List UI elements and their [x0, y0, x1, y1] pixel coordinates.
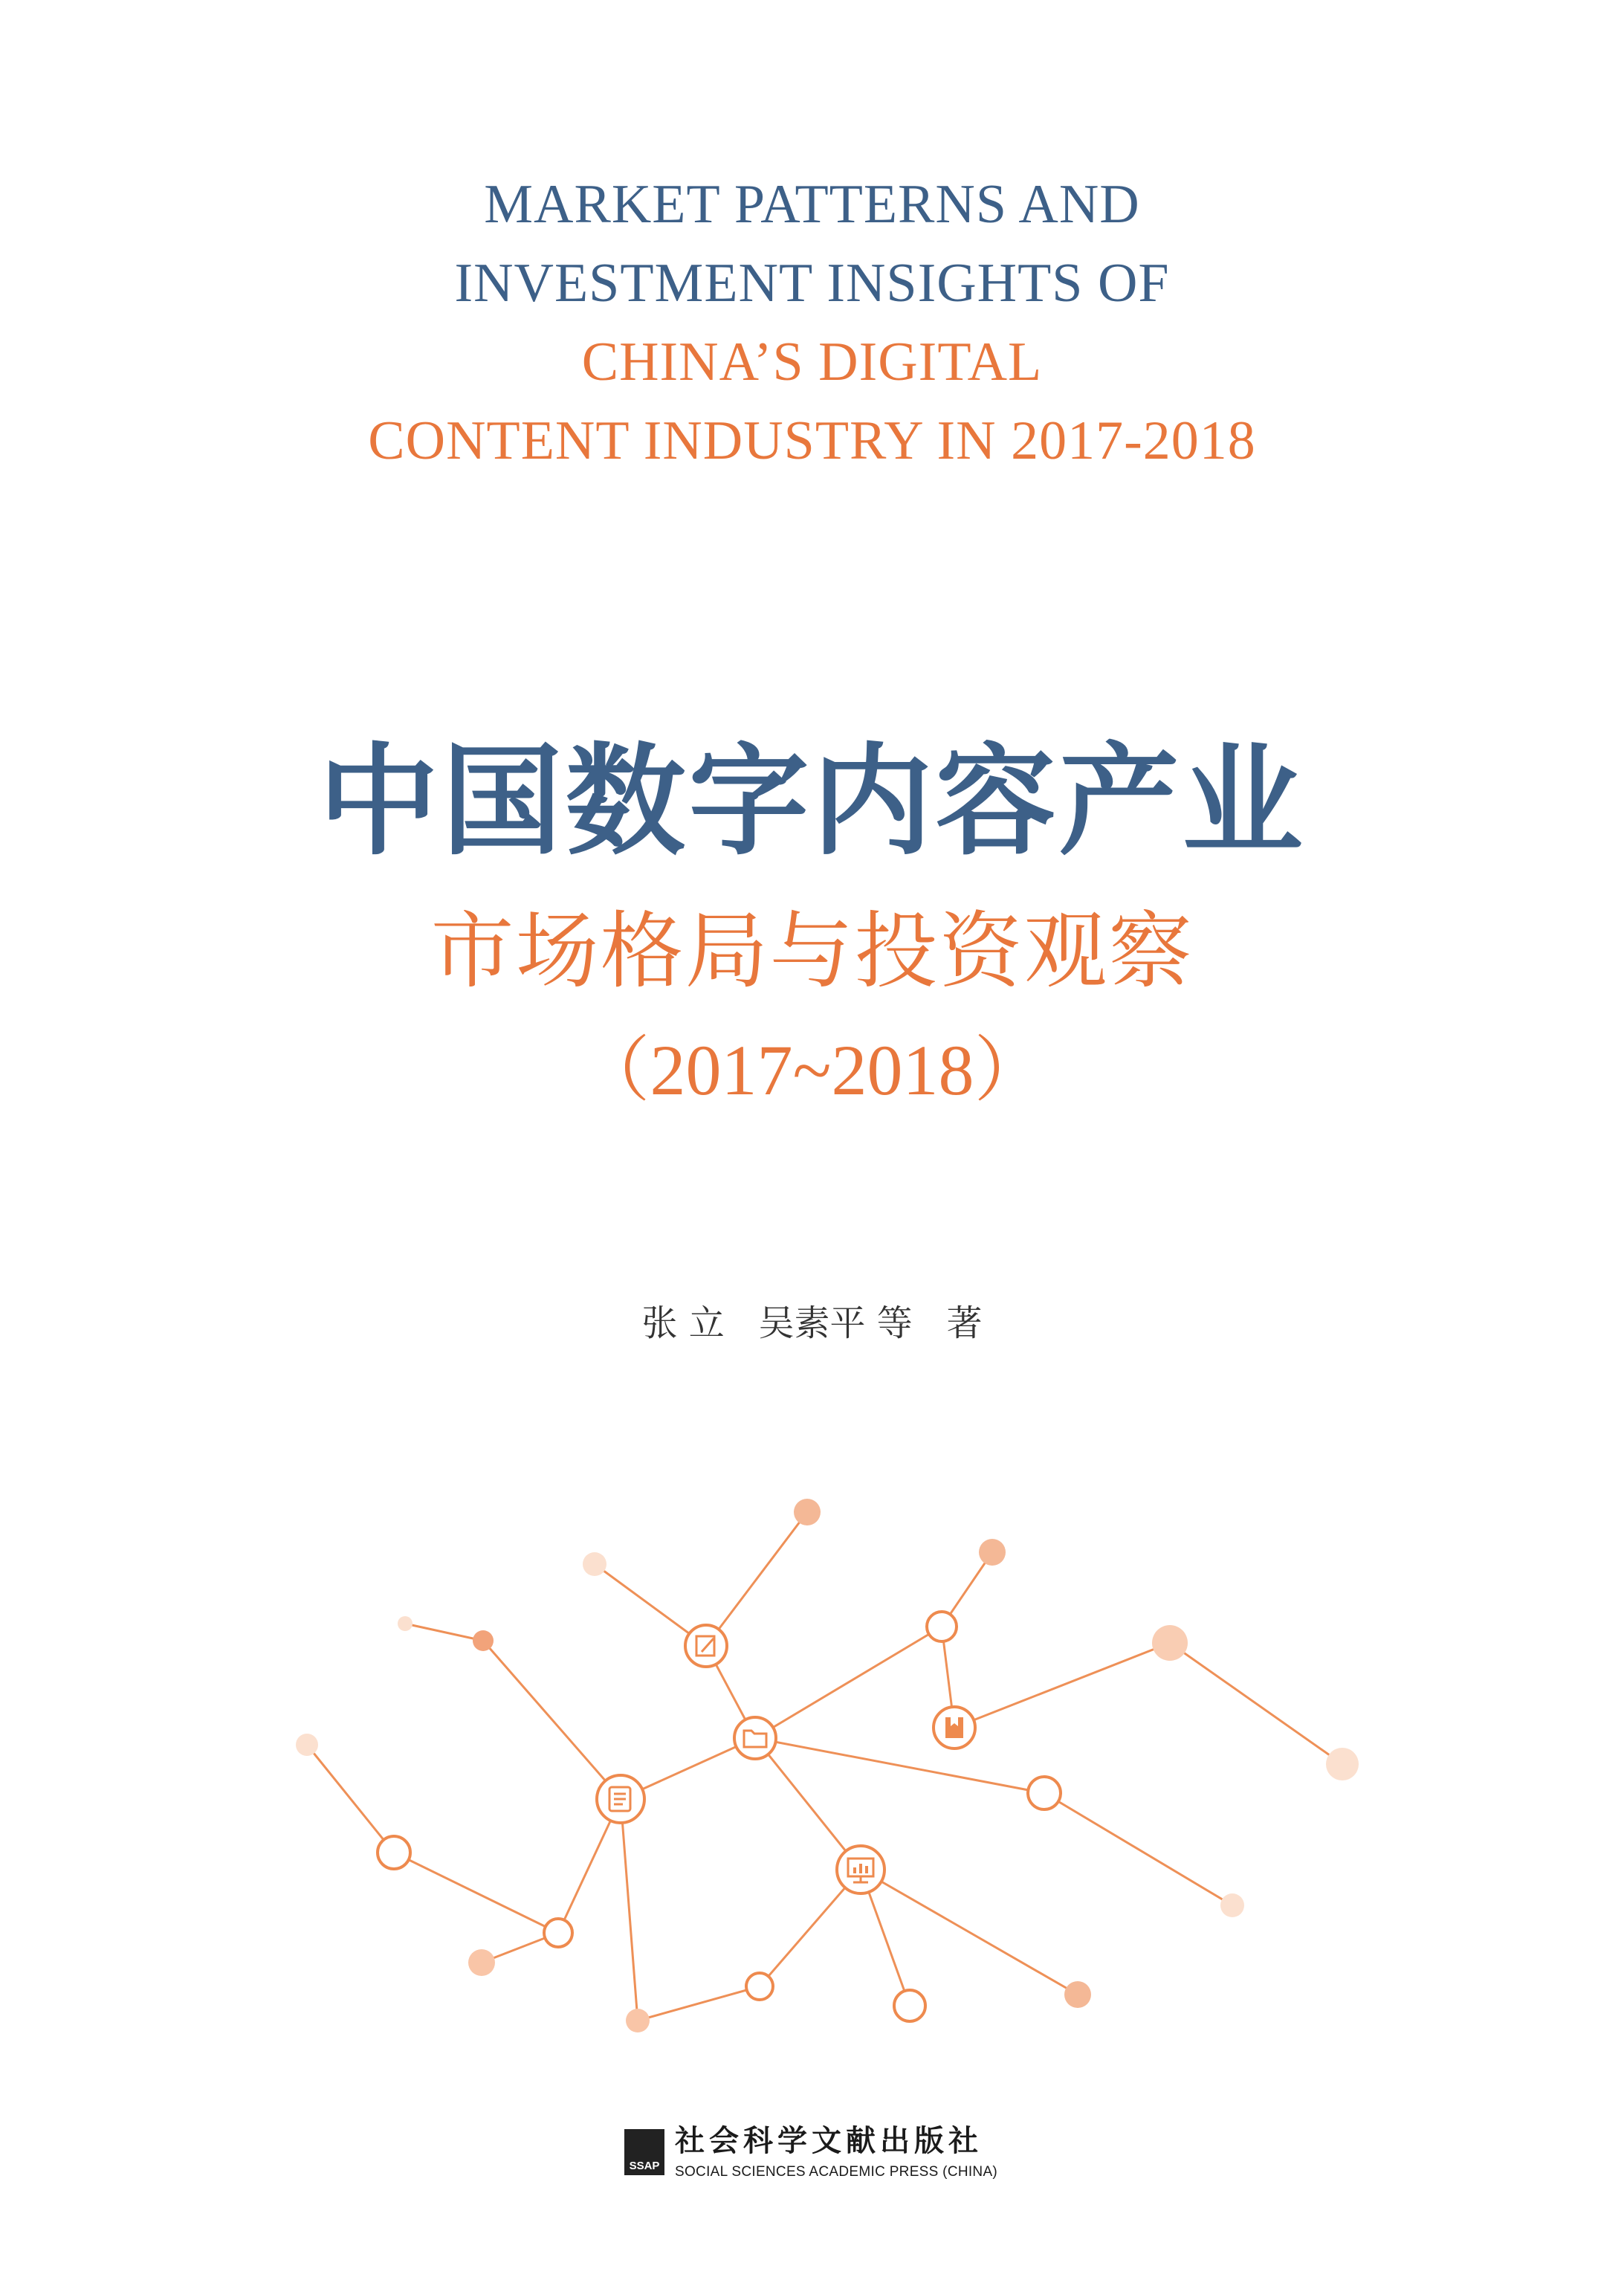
- folder-icon: [734, 1717, 776, 1759]
- chart-screen-icon: [837, 1846, 884, 1893]
- chinese-subtitle: 市场格局与投资观察: [430, 903, 1194, 1000]
- network-links: [307, 1512, 1342, 2021]
- document-icon: [597, 1775, 644, 1823]
- pencil-icon: [685, 1625, 727, 1667]
- publisher-name-chinese: 社会科学文献出版社: [675, 2124, 983, 2158]
- network-dots: [296, 1499, 1359, 2032]
- chinese-title: 中国数字内容产业: [318, 731, 1306, 872]
- english-title-line-3: CHINA’S DIGITAL: [581, 332, 1043, 393]
- ssap-logo-text: SSAP: [629, 2160, 660, 2172]
- ssap-logo: [624, 2129, 664, 2175]
- bookmark-icon: [934, 1707, 975, 1748]
- publisher-name-english: SOCIAL SCIENCES ACADEMIC PRESS (CHINA): [675, 2164, 998, 2180]
- authors: 张 立 吴素平 等 著: [641, 1302, 983, 1344]
- english-title-line-2: INVESTMENT INSIGHTS OF: [454, 253, 1170, 314]
- chinese-years: （2017~2018）: [578, 1030, 1046, 1110]
- publisher-block: [624, 2113, 1041, 2195]
- english-title-line-4: CONTENT INDUSTRY IN 2017-2018: [368, 410, 1256, 471]
- english-title-line-1: MARKET PATTERNS AND: [484, 174, 1140, 235]
